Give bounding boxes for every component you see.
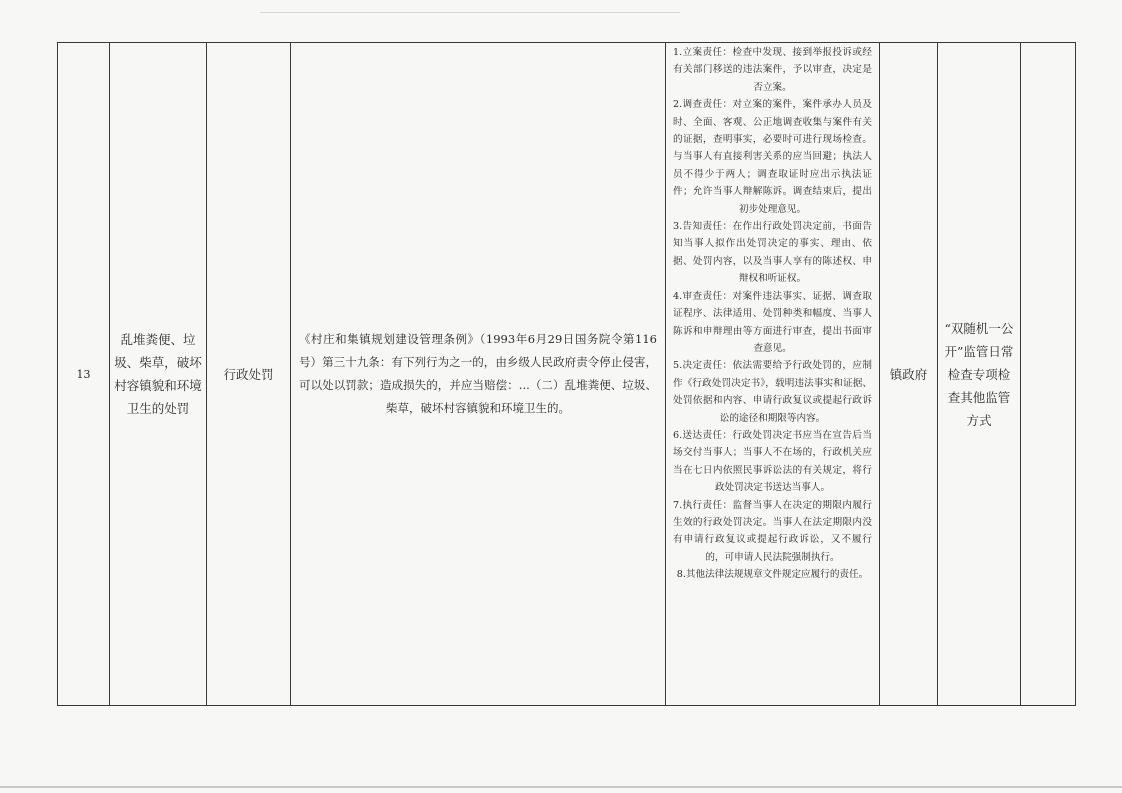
row-number: 13 xyxy=(58,43,110,706)
responsibility-list xyxy=(666,43,880,706)
remarks-cell xyxy=(1021,43,1076,706)
table-row xyxy=(58,43,1076,706)
responsibility-item-6: 6.送达责任：行政处罚决定书应当在宣告后当场交付当事人；当事人不在场的，行政机关应当在七日内依照民事诉讼法的有关规定，将行政处罚决定书送达当事人。 xyxy=(673,429,872,494)
matter-name: 乱堆粪便、垃圾、柴草，破坏村容镇貌和环境卫生的处罚 xyxy=(110,43,207,706)
responsibility-item-2: 2.调查责任：对立案的案件，案件承办人员及时、全面、客观、公正地调查收集与案件有关的证据，查明事实，必要时可进行现场检查。与当事人有直接利害关系的应当回避；执法人员不得少于两人；调查取证时应出示执法证件；允许当事人辩解陈诉。调查结束后，提出初步处理意见。 xyxy=(673,99,872,215)
responsibility-item-7: 7.执行责任：监督当事人在决定的期限内履行生效的行政处罚决定。当事人在法定期限内没有申请行政复议或提起行政诉讼，又不履行的，可申请人民法院强制执行。 xyxy=(673,499,872,563)
responsibility-item-5: 5.决定责任：依法需要给予行政处罚的，应制作《行政处罚决定书》，载明违法事实和证据、处罚依据和内容、申请行政复议或提起行政诉讼的途径和期限等内容。 xyxy=(673,360,872,424)
responsibility-item-4: 4.审查责任：对案件违法事实、证据、调查取证程序、法律适用、处罚种类和幅度、当事人陈诉和申辩理由等方面进行审查，提出书面审查意见。 xyxy=(673,290,872,354)
matter-category: 行政处罚 xyxy=(207,43,291,706)
responsibility-table xyxy=(57,42,1076,706)
implementing-body: 镇政府 xyxy=(880,43,938,706)
scan-artifact-bottom xyxy=(0,786,1122,788)
legal-basis: 《村庄和集镇规划建设管理条例》（1993年6月29日国务院令第116号）第三十九条：有下列行为之一的，由乡级人民政府责令停止侵害，可以处以罚款；造成损失的，并应当赔偿：...（二）乱堆粪便、垃圾、柴草，破坏村容镇貌和环境卫生的。 xyxy=(291,43,666,706)
supervision-method: “双随机一公开”监管日常检查专项检查其他监管方式 xyxy=(938,43,1021,706)
responsibility-item-1: 1.立案责任：检查中发现、接到举报投诉或经有关部门移送的违法案件，予以审查，决定是否立案。 xyxy=(673,47,872,93)
scan-artifact-top xyxy=(260,12,680,13)
responsibility-item-3: 3.告知责任：在作出行政处罚决定前，书面告知当事人拟作出处罚决定的事实、理由、依据、处罚内容，以及当事人享有的陈述权、申辩权和听证权。 xyxy=(673,221,872,285)
responsibility-item-8: 8.其他法律法规规章文件规定应履行的责任。 xyxy=(676,569,869,581)
